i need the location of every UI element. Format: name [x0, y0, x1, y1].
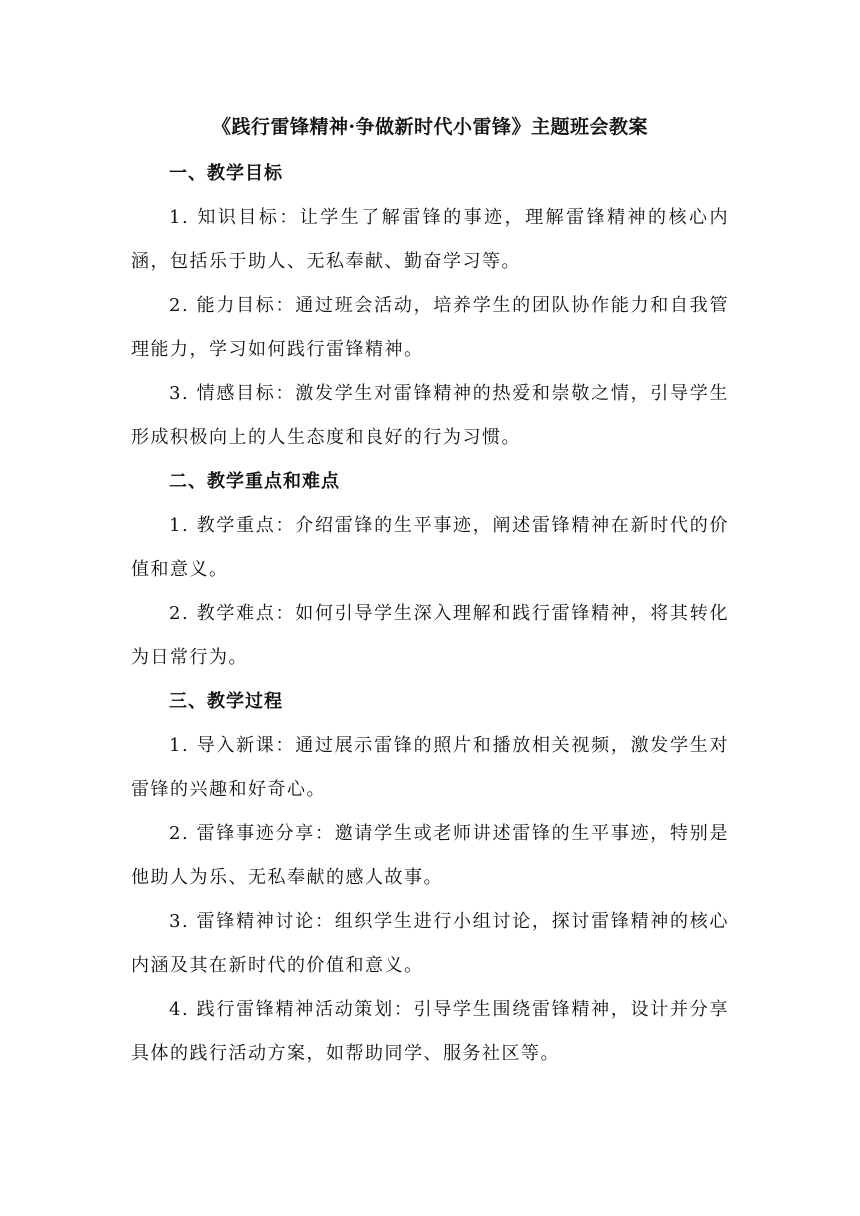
paragraph: 2. 雷锋事迹分享：邀请学生或老师讲述雷锋的生平事迹，特别是他助人为乐、无私奉献的感人故事。	[131, 823, 729, 888]
paragraph: 1. 导入新课：通过展示雷锋的照片和播放相关视频，激发学生对雷锋的兴趣和好奇心。	[131, 735, 729, 800]
paragraph: 4. 践行雷锋精神活动策划：引导学生围绕雷锋精神，设计并分享具体的践行活动方案，如帮助同学、服务社区等。	[131, 999, 729, 1064]
paragraph: 1. 教学重点：介绍雷锋的生平事迹，阐述雷锋精神在新时代的价值和意义。	[131, 515, 729, 580]
paragraph: 1. 知识目标：让学生了解雷锋的事迹，理解雷锋精神的核心内涵，包括乐于助人、无私奉献、勤奋学习等。	[131, 207, 729, 272]
section-key-points	[131, 460, 729, 680]
document-title: 《践行雷锋精神·争做新时代小雷锋》主题班会教案	[211, 116, 649, 138]
document-page	[131, 102, 729, 1076]
section-heading: 一、教学目标	[169, 163, 283, 184]
paragraph: 2. 能力目标：通过班会活动，培养学生的团队协作能力和自我管理能力，学习如何践行雷锋精神。	[131, 295, 729, 360]
paragraph: 3. 雷锋精神讨论：组织学生进行小组讨论，探讨雷锋精神的核心内涵及其在新时代的价值和意义。	[131, 911, 729, 976]
section-teaching-process	[131, 680, 729, 1076]
paragraph: 3. 情感目标：激发学生对雷锋精神的热爱和崇敬之情，引导学生形成积极向上的人生态度和良好的行为习惯。	[131, 383, 729, 448]
section-heading: 二、教学重点和难点	[169, 471, 340, 492]
paragraph: 2. 教学难点：如何引导学生深入理解和践行雷锋精神，将其转化为日常行为。	[131, 603, 729, 668]
section-heading: 三、教学过程	[169, 691, 283, 712]
section-teaching-goals	[131, 152, 729, 460]
